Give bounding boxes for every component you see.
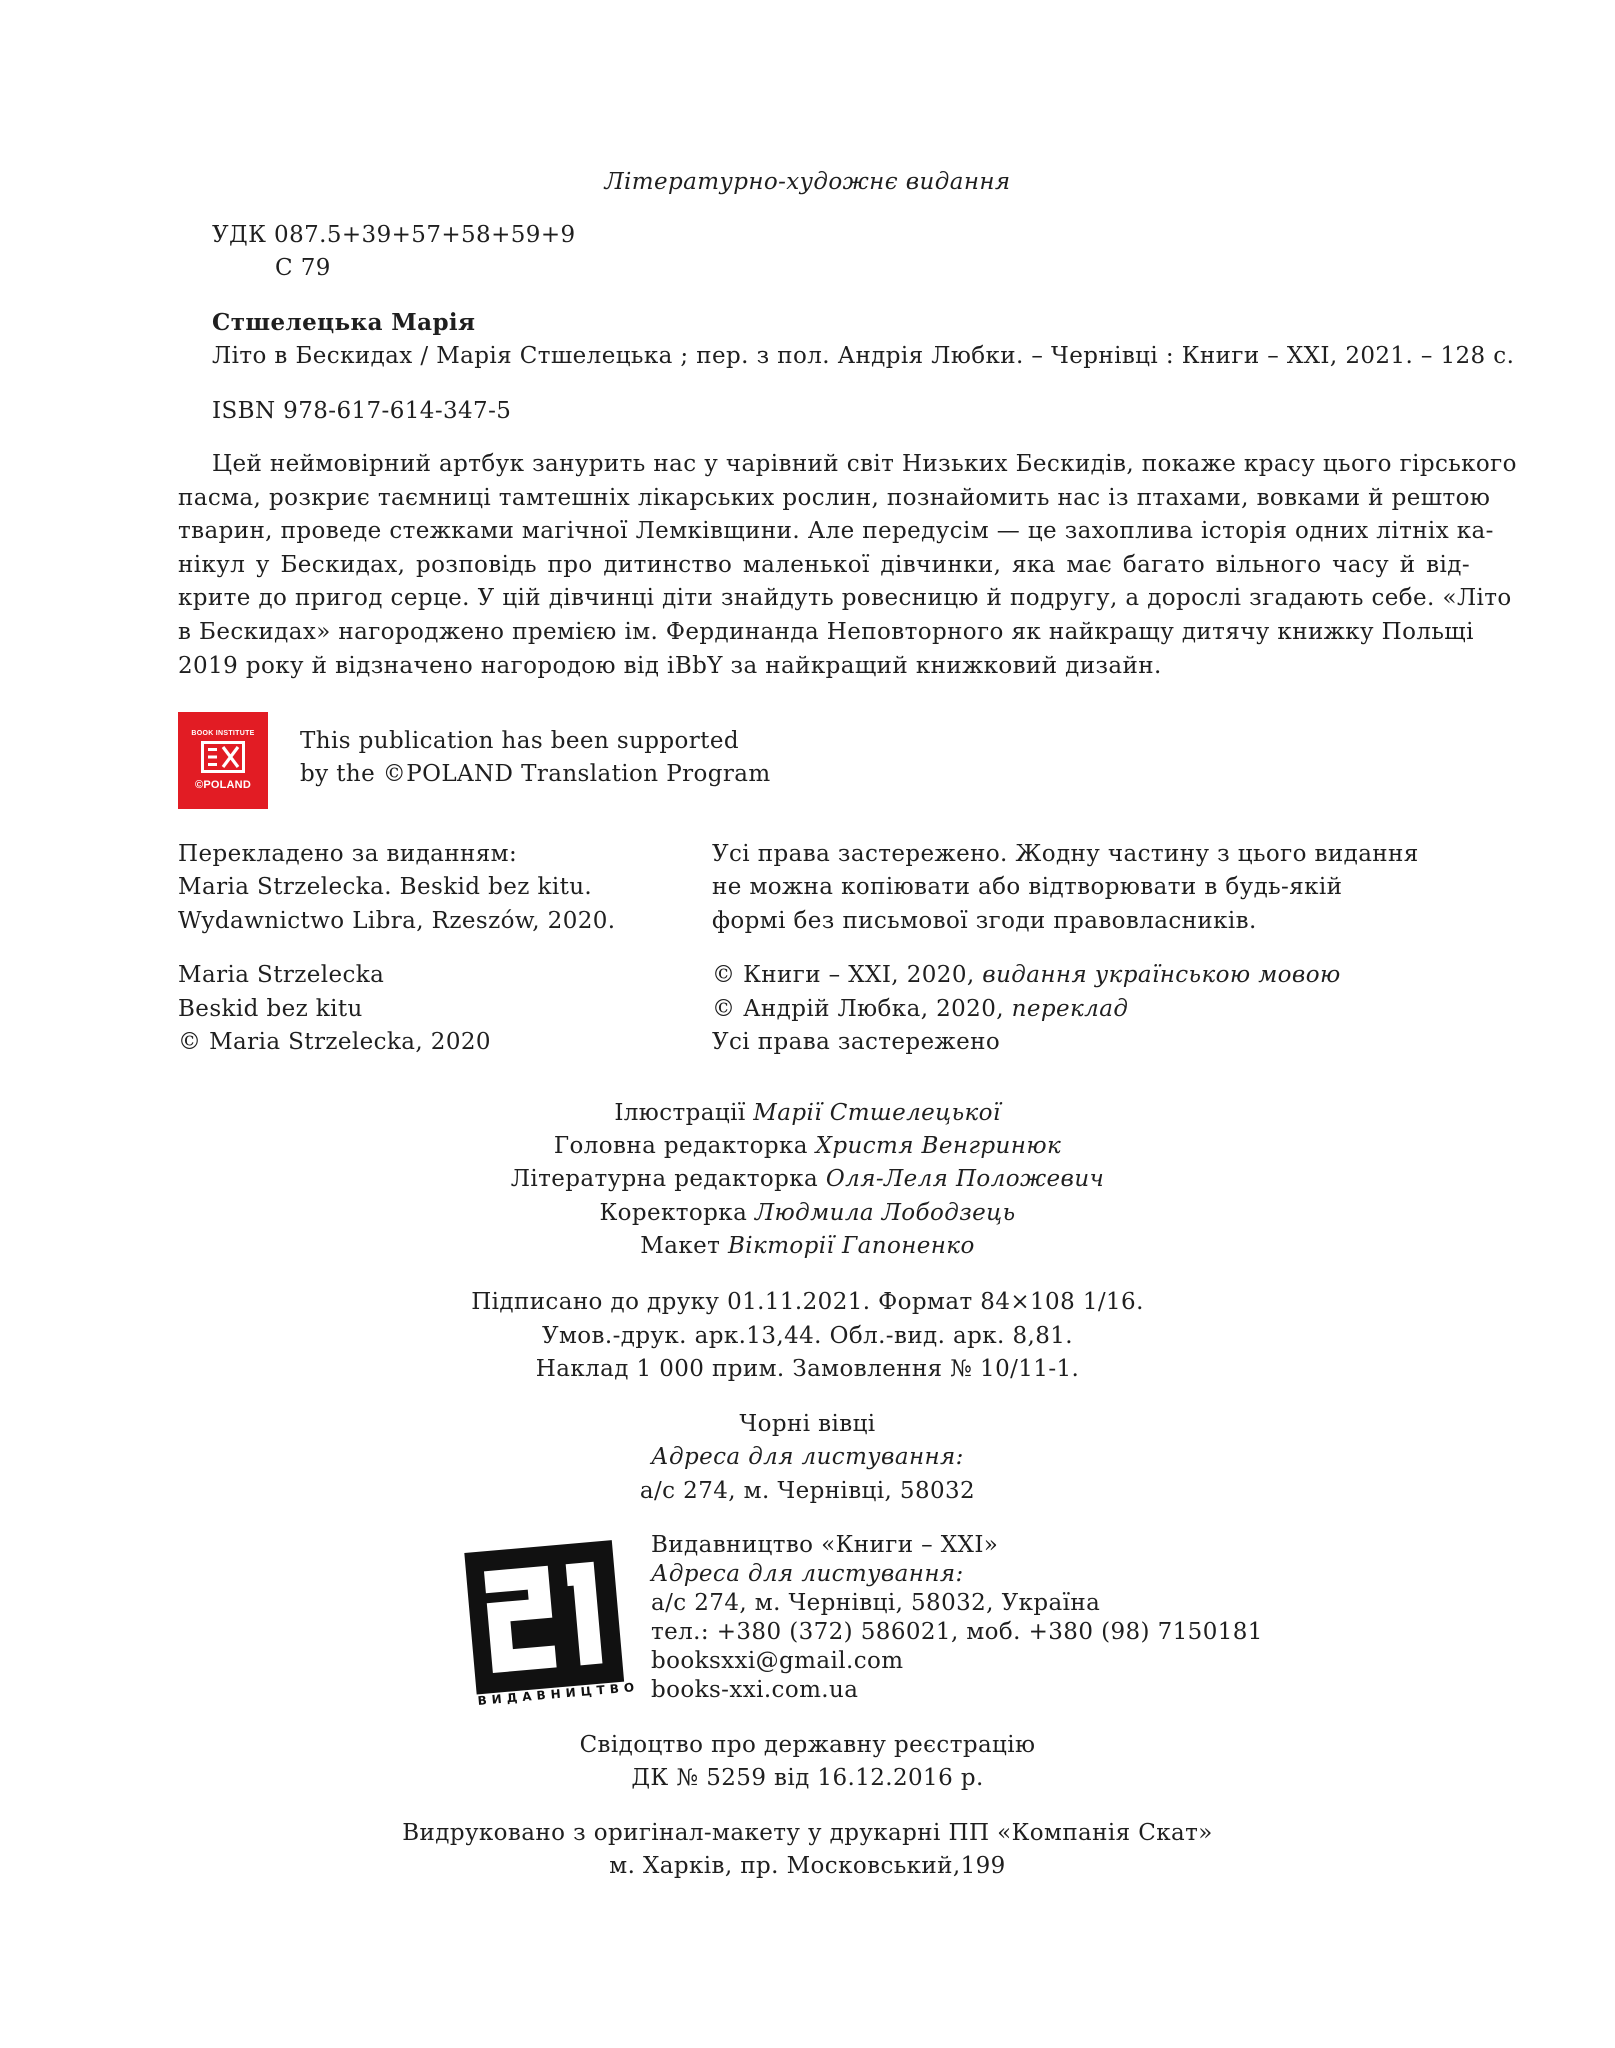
rights-line: Усі права застережено. Жодну частину з цього видання xyxy=(712,841,1419,867)
copyright-text: © Книги – ХХІ, 2020, xyxy=(712,962,983,988)
translated-from-line: Перекладено за виданням: xyxy=(178,841,518,867)
copyright-text: © Андрій Любка, 2020, xyxy=(712,996,1012,1022)
translated-from-line: Wydawnictwo Libra, Rzeszów, 2020. xyxy=(178,908,616,934)
imprint-address-label: Адреса для листування: xyxy=(651,1444,964,1470)
credit-role: Макет xyxy=(640,1233,721,1259)
rights-line: формі без письмової згоди правовласників. xyxy=(712,908,1257,934)
printing-line: м. Харків, пр. Московський,199 xyxy=(609,1853,1006,1879)
imprint-address: а/с 274, м. Чернівці, 58032 xyxy=(639,1478,976,1504)
book-institute-mark-icon xyxy=(201,741,245,773)
credit-person: Людмила Лободзець xyxy=(754,1200,1016,1226)
copyright-italic: видання українською мовою xyxy=(982,962,1341,988)
credit-role: Ілюстрації xyxy=(614,1100,746,1126)
support-line: by the ©POLAND Translation Program xyxy=(300,761,771,787)
bibliographic-entry: Літо в Бескидах / Марія Стшелецька ; пер. з пол. Андрія Любки. – Чернівці : Книги – ХХІ, 2021. – 128 с. xyxy=(212,343,1515,369)
credit-illustrations xyxy=(0,1097,1615,1130)
credit-role: Літературна редакторка xyxy=(510,1166,819,1192)
annotation xyxy=(178,448,1517,683)
publisher-address-label: Адреса для листування: xyxy=(651,1561,964,1587)
credit-role: Головна редакторка xyxy=(553,1133,808,1159)
publisher-email: booksxxi@gmail.com xyxy=(651,1648,904,1674)
annotation-line: пасма, розкриє таємниці тамтешніх лікарських рослин, познайомить нас із птахами, вовками й рештою xyxy=(178,484,1491,511)
author-sign: С 79 xyxy=(275,255,331,281)
credit-chief-editor xyxy=(0,1130,1615,1163)
copyright-line xyxy=(712,1026,1000,1059)
annotation-line: нікул у Бескидах, розповідь про дитинство маленької дівчинки, яка має багато вільного часу й від- xyxy=(178,551,1470,578)
publisher-name: Видавництво «Книги – ХХІ» xyxy=(651,1532,999,1558)
credit-role: Коректорка xyxy=(599,1200,748,1226)
print-info-line: Наклад 1 000 прим. Замовлення № 10/11-1. xyxy=(535,1356,1080,1382)
registration-line: Свідоцтво про державну реєстрацію xyxy=(579,1732,1036,1758)
credit-person: Оля-Леля Положевич xyxy=(825,1166,1105,1192)
publisher-site: books-xxi.com.ua xyxy=(651,1677,859,1703)
credit-person: Марії Стшелецької xyxy=(753,1100,1001,1126)
copyright-italic: переклад xyxy=(1011,996,1129,1022)
copyright-line xyxy=(712,993,1128,1026)
rights-line: не можна копіювати або відтворювати в будь-якій xyxy=(712,874,1343,900)
copyright-text: Усі права застережено xyxy=(712,1029,1001,1055)
print-info-line: Підписано до друку 01.11.2021. Формат 84×108 1/16. xyxy=(471,1289,1144,1315)
annotation-line: тварин, проведе стежками магічної Лемківщини. Але передусім — це захоплива історія одних літніх ка- xyxy=(178,518,1494,545)
annotation-line: 2019 року й відзначено нагородою від iBbY за найкращий книжковий дизайн. xyxy=(178,652,1162,679)
book-institute-logo xyxy=(178,712,268,809)
annotation-line: крите до пригод серце. У цій дівчинці діти знайдуть ровесницю й подругу, а дорослі згадають себе. «Літо xyxy=(178,585,1512,612)
translated-from-line: Maria Strzelecka. Beskid bez kitu. xyxy=(178,874,593,900)
credit-layout xyxy=(0,1230,1615,1263)
annotation-line: в Бескидах» нагороджено премією ім. Фердинанда Неповторного як найкращу дитячу книжку Польщі xyxy=(178,618,1474,645)
annotation-line: Цей неймовірний артбук занурить нас у чарівний світ Низьких Бескидів, покаже красу цього гірського xyxy=(212,451,1517,477)
printing-line: Видруковано з оригінал-макету у друкарні ПП «Компанія Скат» xyxy=(402,1820,1213,1846)
print-info-line: Умов.-друк. арк.13,44. Обл.-вид. арк. 8,81. xyxy=(541,1323,1073,1349)
original-line: © Maria Strzelecka, 2020 xyxy=(178,1029,491,1055)
credit-proofreader xyxy=(0,1197,1615,1230)
publisher-logo-caption: ВИДАВНИЦТВО xyxy=(477,1679,640,1708)
copyright-line xyxy=(712,959,1341,992)
publisher-logo xyxy=(463,1536,640,1716)
support-line: This publication has been supported xyxy=(300,728,739,754)
book-institute-logo-top: BOOK INSTITUTE xyxy=(191,730,255,737)
registration-line: ДК № 5259 від 16.12.2016 р. xyxy=(631,1765,984,1791)
publisher-phone: тел.: +380 (372) 586021, моб. +380 (98) 7150181 xyxy=(651,1619,1263,1645)
credit-person: Вікторії Гапоненко xyxy=(728,1233,975,1259)
original-line: Maria Strzelecka xyxy=(178,962,385,988)
udk: УДК 087.5+39+57+58+59+9 xyxy=(212,222,576,248)
credit-person: Христя Венгринюк xyxy=(815,1133,1062,1159)
book-institute-logo-bottom: ©POLAND xyxy=(195,779,251,791)
imprint-name: Чорні вівці xyxy=(739,1411,876,1437)
isbn: ISBN 978-617-614-347-5 xyxy=(212,398,512,424)
author-name: Стшелецька Марія xyxy=(212,309,476,336)
edition-type: Літературно-художнє видання xyxy=(604,169,1011,195)
original-line: Beskid bez kitu xyxy=(178,996,363,1022)
publisher-address: а/с 274, м. Чернівці, 58032, Україна xyxy=(651,1590,1101,1616)
credit-literary-editor xyxy=(0,1163,1615,1196)
